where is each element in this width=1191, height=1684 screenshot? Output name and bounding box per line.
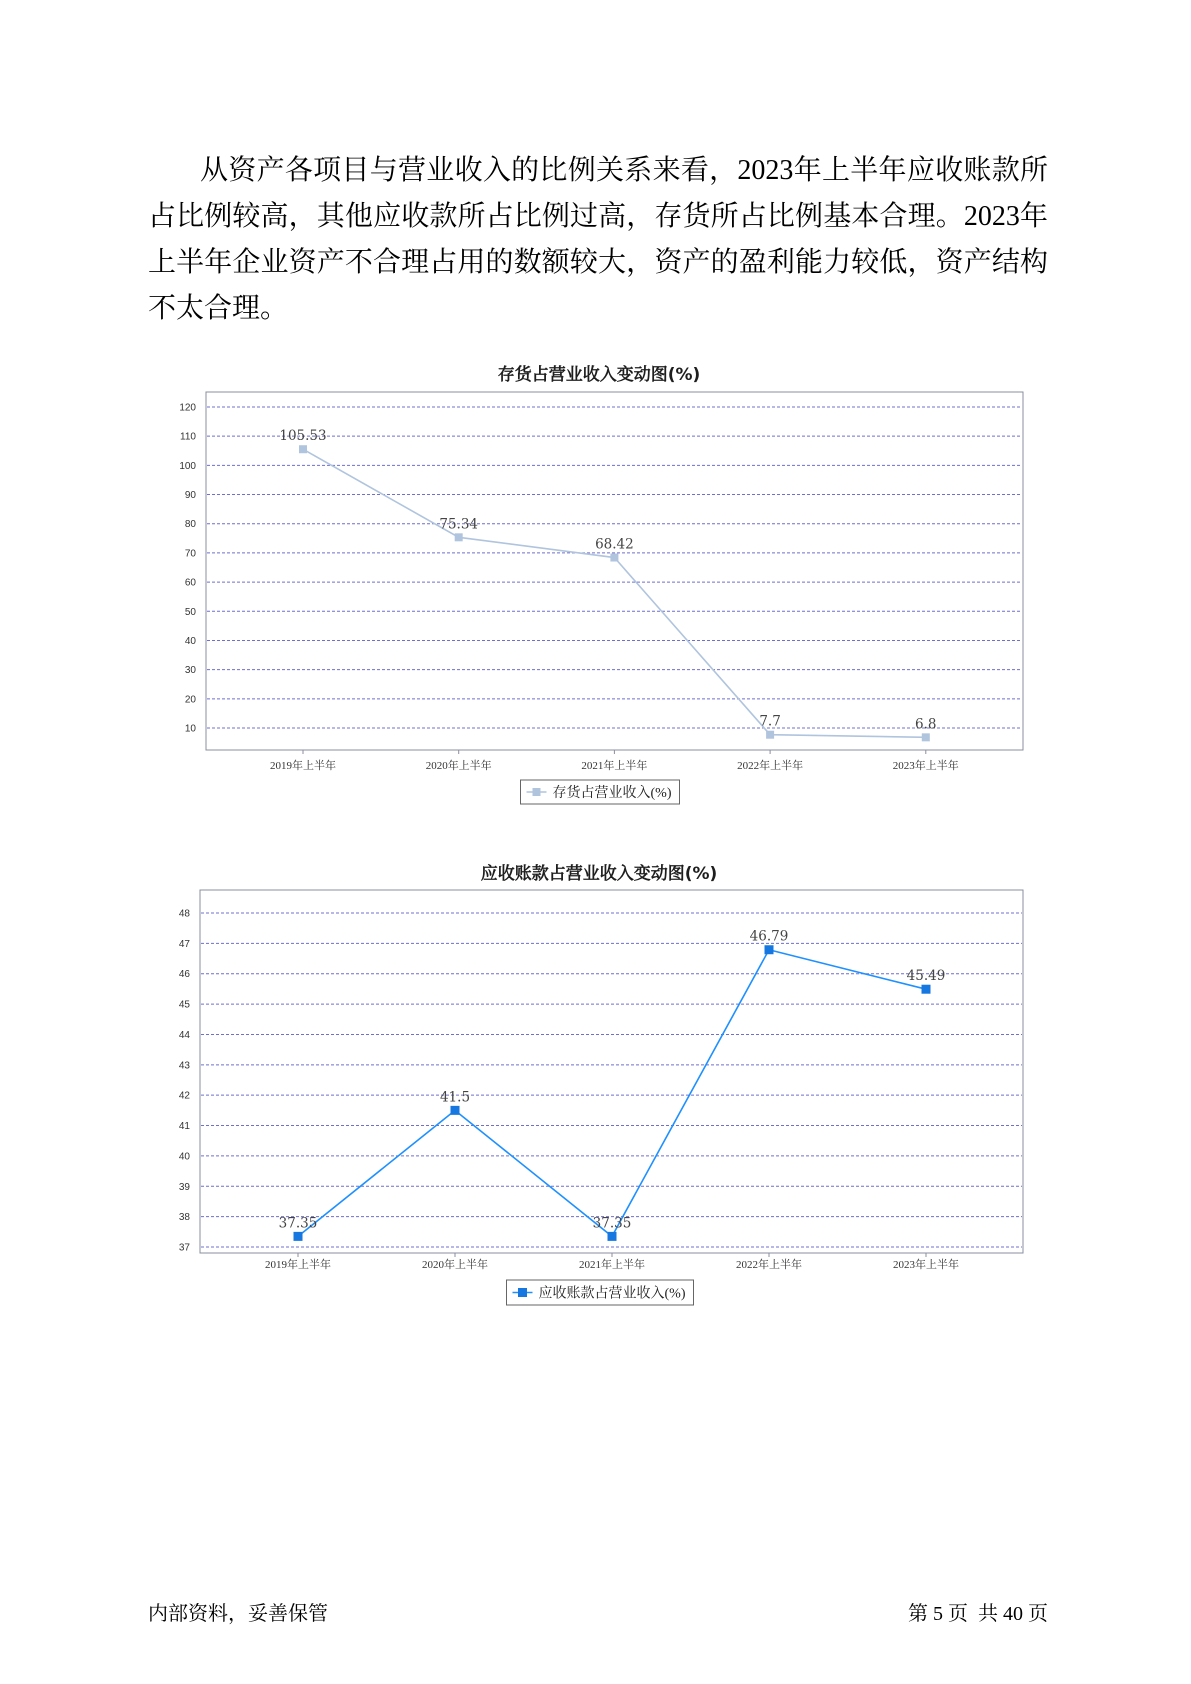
y-tick-label: 38 bbox=[178, 1212, 190, 1224]
y-tick-label: 10 bbox=[184, 723, 196, 735]
data-point bbox=[608, 1232, 617, 1241]
data-point bbox=[766, 731, 774, 739]
footer-confidential-note: 内部资料，妥善保管 bbox=[148, 1603, 328, 1625]
data-point bbox=[922, 733, 930, 741]
legend bbox=[521, 780, 680, 804]
y-tick-label: 46 bbox=[178, 969, 190, 981]
x-tick-label: 2023年上半年 bbox=[892, 760, 959, 772]
data-point bbox=[610, 554, 618, 562]
receivables-to-revenue-chart bbox=[0, 855, 1191, 1315]
paragraph-line: 占比例较高，其他应收款所占比例过高，存货所占比例基本合理。2023年 bbox=[148, 201, 1048, 232]
data-label: 105.53 bbox=[279, 428, 327, 445]
y-tick-label: 40 bbox=[178, 1151, 190, 1163]
paragraph-line: 不太合理。 bbox=[148, 293, 289, 324]
y-tick-label: 48 bbox=[178, 908, 190, 920]
data-label: 75.34 bbox=[439, 516, 479, 533]
plot-area bbox=[179, 890, 1023, 1271]
x-tick-label: 2022年上半年 bbox=[736, 1259, 802, 1271]
x-tick-label: 2022年上半年 bbox=[737, 760, 804, 772]
paragraph-line: 从资产各项目与营业收入的比例关系来看，2023年上半年应收账款所 bbox=[200, 155, 1048, 186]
x-tick-label: 2023年上半年 bbox=[893, 1259, 959, 1271]
body-paragraph bbox=[148, 148, 1048, 332]
footer-page-number: 第 5 页 共 40 页 bbox=[908, 1603, 1048, 1625]
paragraph-line: 上半年企业资产不合理占用的数额较大，资产的盈利能力较低，资产结构 bbox=[148, 247, 1048, 278]
chart-title: 存货占营业收入变动图(%) bbox=[497, 365, 701, 385]
legend-marker-swatch bbox=[533, 788, 541, 796]
data-label: 45.49 bbox=[906, 968, 946, 985]
legend-label: 应收账款占营业收入(%) bbox=[538, 1286, 686, 1302]
x-tick-label: 2021年上半年 bbox=[579, 1259, 645, 1271]
y-tick-label: 20 bbox=[184, 694, 196, 706]
data-point bbox=[451, 1106, 460, 1115]
data-label: 41.5 bbox=[439, 1089, 471, 1106]
legend bbox=[507, 1280, 694, 1305]
plot-frame bbox=[200, 890, 1023, 1253]
x-tick-label: 2020年上半年 bbox=[425, 760, 492, 772]
y-tick-label: 45 bbox=[178, 999, 190, 1011]
y-tick-label: 90 bbox=[184, 490, 196, 502]
data-point bbox=[294, 1232, 303, 1241]
data-label: 68.42 bbox=[595, 536, 634, 553]
y-tick-label: 37 bbox=[178, 1242, 190, 1254]
data-label: 6.8 bbox=[915, 716, 937, 733]
legend-label: 存货占营业收入(%) bbox=[552, 786, 672, 801]
x-tick-label: 2019年上半年 bbox=[265, 1259, 331, 1271]
x-tick-label: 2020年上半年 bbox=[422, 1259, 488, 1271]
data-point bbox=[922, 985, 931, 994]
inventory-to-revenue-chart bbox=[0, 355, 1191, 815]
y-tick-label: 40 bbox=[184, 635, 196, 647]
x-tick-label: 2019年上半年 bbox=[270, 760, 336, 772]
y-tick-label: 60 bbox=[184, 577, 196, 589]
y-tick-label: 80 bbox=[184, 519, 196, 531]
y-tick-label: 47 bbox=[178, 938, 190, 950]
y-tick-label: 44 bbox=[178, 1029, 190, 1041]
y-tick-label: 110 bbox=[180, 431, 196, 443]
data-label: 37.35 bbox=[278, 1215, 318, 1232]
y-tick-label: 100 bbox=[179, 460, 196, 472]
data-label: 37.35 bbox=[592, 1215, 632, 1232]
y-tick-label: 42 bbox=[178, 1090, 190, 1102]
y-tick-label: 120 bbox=[179, 402, 196, 414]
y-tick-label: 41 bbox=[178, 1121, 190, 1133]
y-tick-label: 30 bbox=[184, 665, 196, 677]
x-tick-label: 2021年上半年 bbox=[581, 760, 648, 772]
chart-title: 应收账款占营业收入变动图(%) bbox=[480, 864, 718, 884]
data-point bbox=[455, 533, 463, 541]
y-tick-label: 70 bbox=[184, 548, 196, 560]
data-point bbox=[765, 945, 774, 954]
plot-area bbox=[179, 392, 1023, 772]
plot-frame bbox=[206, 392, 1023, 750]
y-tick-label: 50 bbox=[184, 606, 196, 618]
legend-marker-swatch bbox=[518, 1288, 527, 1297]
data-label: 46.79 bbox=[749, 928, 789, 945]
y-tick-label: 39 bbox=[178, 1181, 190, 1193]
y-tick-label: 43 bbox=[178, 1060, 190, 1072]
data-point bbox=[299, 445, 307, 453]
data-label: 7.7 bbox=[759, 713, 781, 730]
